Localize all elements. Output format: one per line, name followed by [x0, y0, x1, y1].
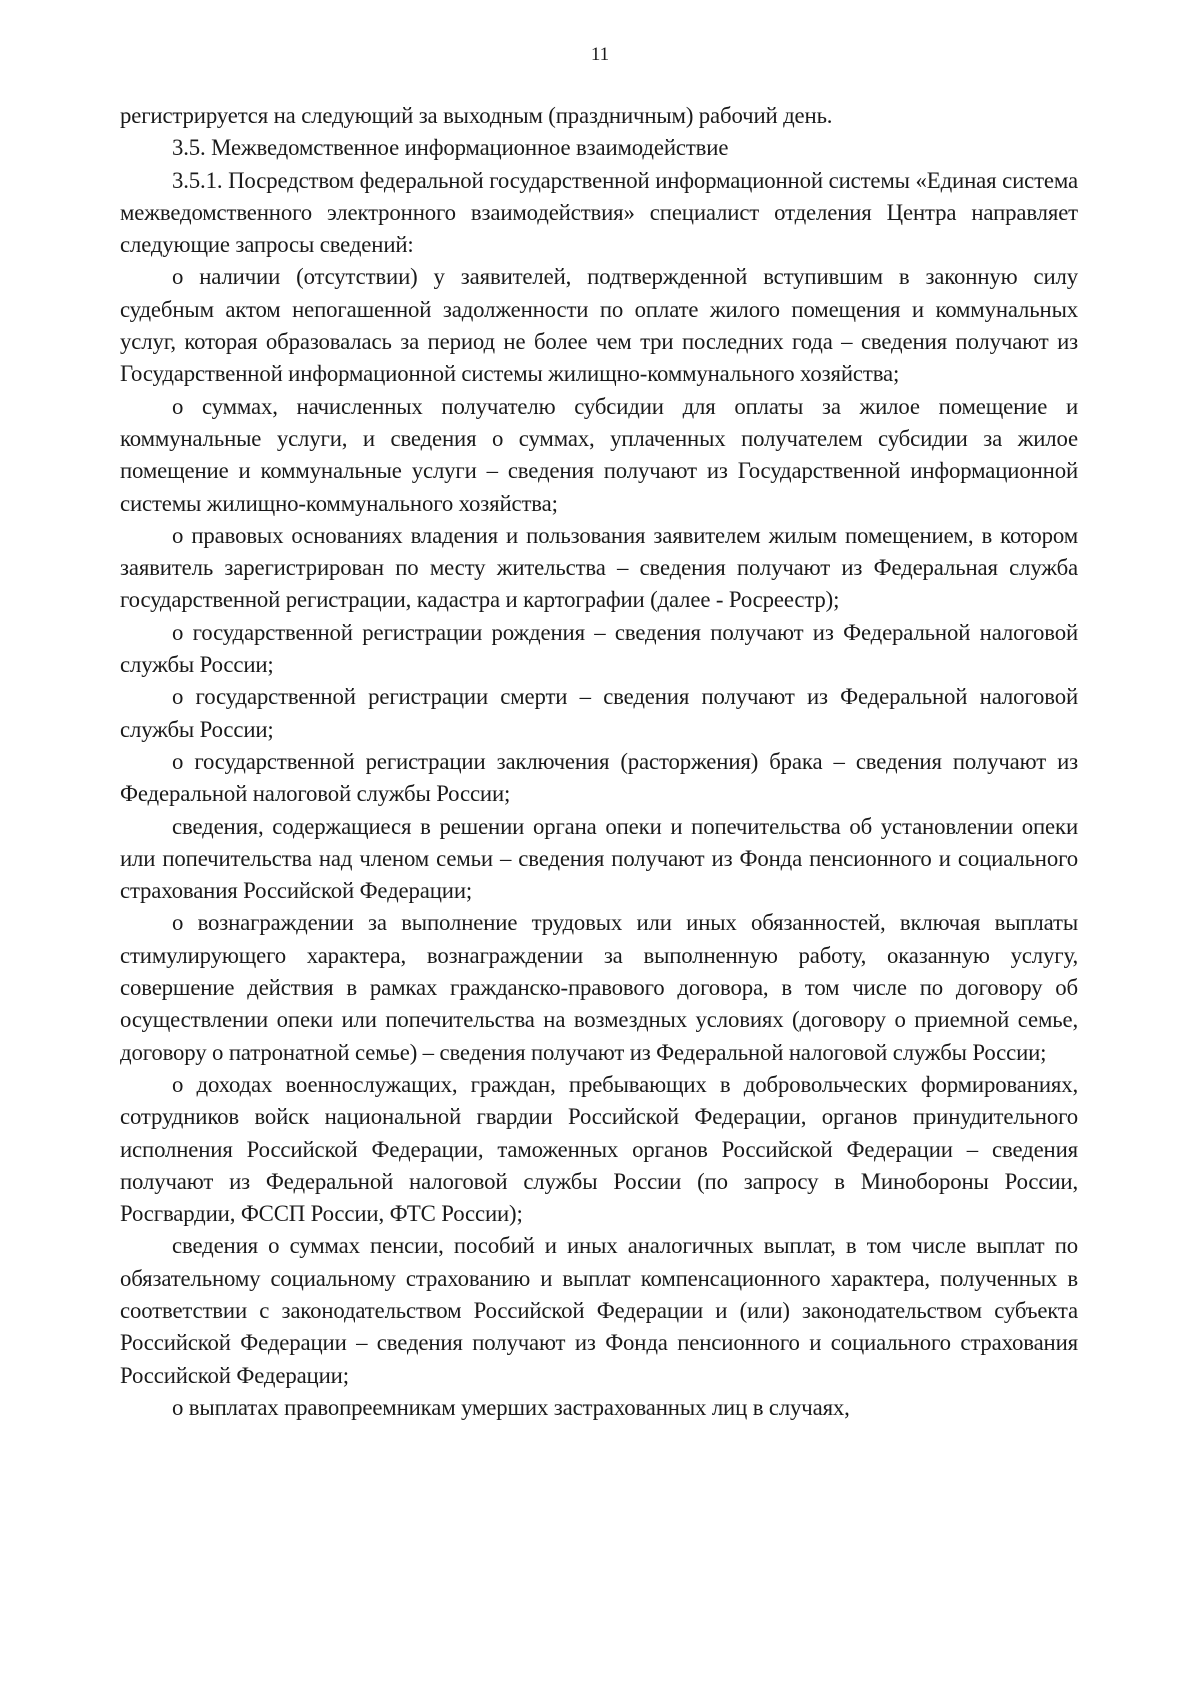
- list-item: сведения о суммах пенсии, пособий и иных аналогичных выплат, в том числе выплат по обязательному социальному страхованию и выплат компенсационного характера, полученных в соответствии с законодательством Российской Федерации и (или) законодательством субъекта Российской Федерации – сведения получают из Фонда пенсионного и социального страхования Российской Федерации;: [120, 1233, 1078, 1388]
- list-item: о выплатах правопреемникам умерших застрахованных лиц в случаях,: [172, 1394, 850, 1420]
- list-item: о государственной регистрации заключения (расторжения) брака – сведения получают из Федеральной налоговой службы России;: [120, 748, 1078, 807]
- list-item: о государственной регистрации рождения – сведения получают из Федеральной налоговой службы России;: [120, 619, 1078, 678]
- list-item: о наличии (отсутствии) у заявителей, подтвержденной вступившим в законную силу судебным актом непогашенной задолженности по оплате жилого помещения и коммунальных услуг, которая образовалась за период не более чем три последних года – сведения получают из Государственной информационной системы жилищно-коммунального хозяйства;: [120, 264, 1078, 387]
- page-number: 11: [590, 44, 610, 65]
- paragraph-intro: 3.5.1. Посредством федеральной государственной информационной системы «Единая система межведомственного электронного взаимодействия» специалист отделения Центра направляет следующие запросы сведений:: [120, 167, 1078, 258]
- list-item: о правовых основаниях владения и пользования заявителем жилым помещением, в котором заявитель зарегистрирован по месту жительства – сведения получают из Федеральная служба государственной регистрации, кадастра и картографии (далее - Росреестр);: [120, 522, 1078, 613]
- section-heading: 3.5. Межведомственное информационное взаимодействие: [172, 135, 729, 161]
- paragraph-continuation: регистрируется на следующий за выходным (праздничным) рабочий день.: [120, 103, 833, 128]
- list-item: о государственной регистрации смерти – сведения получают из Федеральной налоговой службы России;: [120, 684, 1078, 742]
- list-item: о суммах, начисленных получателю субсидии для оплаты за жилое помещение и коммунальные услуги, и сведения о суммах, уплаченных получателем субсидии за жилое помещение и коммунальные услуги – сведения получают из Государственной информационной системы жилищно-коммунального хозяйства;: [120, 393, 1078, 516]
- list-item: сведения, содержащиеся в решении органа опеки и попечительства об установлении опеки или попечительства над членом семьи – сведения получают из Фонда пенсионного и социального страхования Российской Федерации;: [120, 813, 1078, 904]
- list-item: о доходах военнослужащих, граждан, пребывающих в добровольческих формированиях, сотрудников войск национальной гвардии Российской Федерации, органов принудительного исполнения Российской Федерации, таможенных органов Российской Федерации – сведения получают из Федеральной налоговой службы России (по запросу в Минобороны России, Росгвардии, ФССП России, ФТС России);: [120, 1071, 1078, 1227]
- list-item: о вознаграждении за выполнение трудовых или иных обязанностей, включая выплаты стимулирующего характера, вознаграждении за выполненную работу, оказанную услугу, совершение действия в рамках гражданско-правового договора, в том числе по договору об осуществлении опеки или попечительства на возмездных условиях (договору о приемной семье, договору о патронатной семье) – сведения получают из Федеральной налоговой службы России;: [120, 910, 1078, 1065]
- document-body: [120, 100, 1078, 1424]
